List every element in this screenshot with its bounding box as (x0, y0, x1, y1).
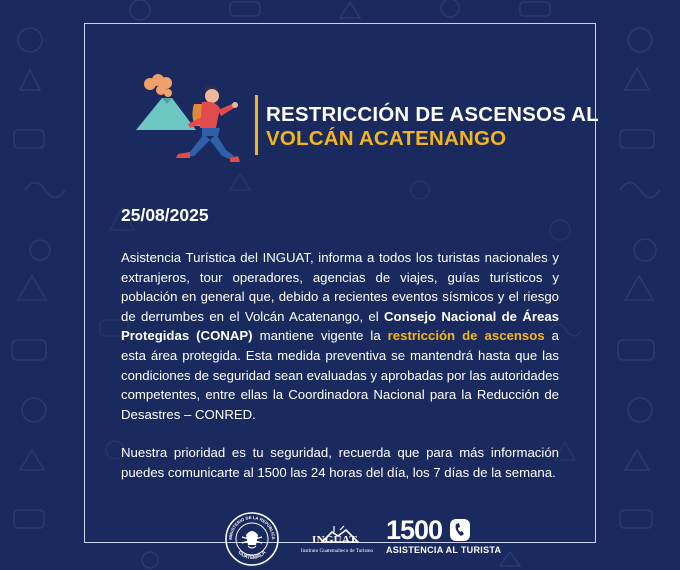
title-accent-bar (255, 95, 258, 155)
svg-text:GUATEMALA (237, 549, 268, 561)
footer-logos (0, 506, 680, 566)
page-title (266, 103, 599, 151)
seal-bottom-text: GUATEMALA (236, 549, 268, 562)
assistance-label: ASISTENCIA AL TURISTA (386, 545, 502, 555)
hiker-volcano-illustration (132, 74, 248, 176)
restriction-highlight: restricción de ascensos (387, 328, 545, 344)
paragraph-1-text-a: Asistencia Turística del INGUAT, informa a todos los turistas nacionales y extranjeros, tour operadores, agencias de viajes, guías turísticos y población en general que, debido a recientes eventos sísmicos y el riesgo de derrumbes en el Volcán Acatenango, el (121, 250, 559, 324)
announcement-body (121, 248, 559, 483)
guatemala-seal-logo (224, 511, 280, 567)
paragraph-1 (121, 248, 559, 424)
conap-name: Consejo Nacional de Áreas Protegidas (CONAP) (121, 308, 559, 344)
title-line-2: VOLCÁN ACATENANGO (266, 127, 507, 150)
seal-top-text: MINISTERIO DE LA REPÚBLICA (227, 514, 277, 540)
paragraph-1-text-c: a esta área protegida. Esta medida preventiva se mantendrá hasta que las condiciones de seguridad sean evaluadas y aprobadas por las autoridades competentes, entre ellas la Coordinadora Nacional para la Reducción de Desastres – CONRED. (121, 328, 559, 422)
title-line-1: RESTRICCIÓN DE ASCENSOS AL (266, 103, 599, 126)
assistance-number: 1500 (386, 515, 443, 545)
paragraph-2: Nuestra prioridad es tu seguridad, recuerda que para más información puedes comunicarte al 1500 las 24 horas del día, los 7 días de la semana. (121, 445, 559, 480)
phone-icon (449, 518, 471, 542)
inguat-caption: Instituto Guatemalteco de Turismo (300, 548, 374, 554)
announcement-date: 25/08/2025 (121, 205, 209, 225)
inguat-wordmark: INGUAT (312, 534, 357, 546)
paragraph-1-text-b: mantiene vigente la (252, 328, 388, 344)
